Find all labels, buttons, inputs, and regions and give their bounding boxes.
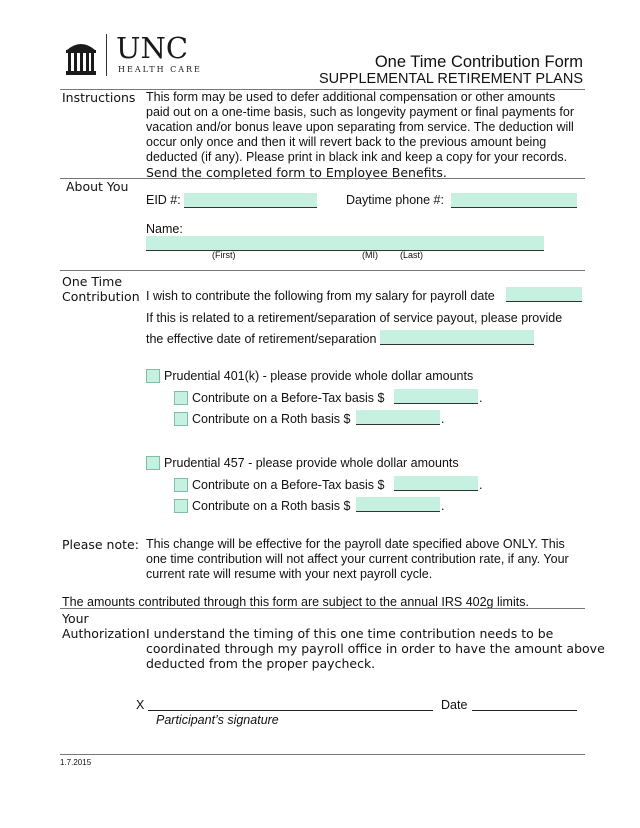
date-label: Date	[441, 698, 468, 712]
authorization-label-1: Your	[62, 611, 89, 626]
plan-401k-before-tax-checkbox[interactable]	[174, 391, 188, 405]
instructions-line: This form may be used to defer additional compensation or other amounts	[146, 90, 556, 104]
instructions-line: paid out on a one-time basis, such as longevity payment or final payments for	[146, 105, 575, 119]
old-well-icon	[64, 38, 98, 76]
plan-457-before-tax-amount[interactable]	[394, 476, 478, 491]
form-subtitle: SUPPLEMENTAL RETIREMENT PLANS	[318, 71, 583, 87]
separation-date-field[interactable]	[380, 330, 534, 345]
form-title: One Time Contribution Form	[374, 53, 583, 71]
note-text	[146, 537, 586, 582]
plan-401k-before-tax-label: Contribute on a Before-Tax basis $	[192, 391, 385, 405]
signature-x: X	[136, 698, 145, 712]
logo-health-care: HEALTH CARE	[118, 65, 202, 74]
plan-457-before-tax-label: Contribute on a Before-Tax basis $	[192, 478, 385, 492]
signature-caption: Participant’s signature	[156, 713, 279, 727]
divider	[60, 608, 585, 609]
plan-401k-before-tax-amount[interactable]	[394, 389, 478, 404]
authorization-label-2: Authorization	[62, 626, 146, 641]
authorization-line: deducted from the proper paycheck.	[146, 656, 376, 671]
period: .	[479, 478, 483, 492]
plan-401k-roth-amount[interactable]	[356, 410, 440, 425]
name-label: Name:	[146, 222, 183, 236]
payroll-date-field[interactable]	[506, 287, 582, 302]
period: .	[441, 499, 445, 513]
phone-label: Daytime phone #:	[346, 193, 444, 207]
version-date: 1.7.2015	[60, 758, 92, 767]
note-line: one time contribution will not affect your current contribution rate, if any. Your	[146, 552, 569, 566]
divider	[60, 178, 585, 179]
divider	[60, 754, 585, 755]
name-mi-caption: (MI)	[362, 250, 378, 260]
about-label: About You	[66, 179, 129, 194]
eid-label: EID #:	[146, 193, 181, 207]
phone-field[interactable]	[451, 193, 577, 208]
signature-field[interactable]	[148, 710, 433, 711]
authorization-text	[146, 626, 605, 671]
signature-date-field[interactable]	[472, 710, 577, 711]
plan-457-roth-checkbox[interactable]	[174, 499, 188, 513]
name-first-caption: (First)	[212, 250, 236, 260]
plan-401k-label: Prudential 401(k) - please provide whole dollar amounts	[164, 369, 474, 383]
related-text-1: If this is related to a retirement/separation of service payout, please provide	[146, 311, 563, 325]
plan-457-roth-amount[interactable]	[356, 497, 440, 512]
divider	[60, 270, 585, 271]
note-label: Please note:	[62, 537, 139, 552]
limits-text: The amounts contributed through this form are subject to the annual IRS 402g limits.	[62, 595, 529, 609]
note-line: This change will be effective for the payroll date specified above ONLY. This	[146, 537, 565, 551]
logo-unc: UNC	[116, 31, 189, 65]
logo-divider	[106, 34, 107, 76]
instructions-line: deducted (if any). Please print in black ink and keep a copy for your records.	[146, 150, 568, 164]
period: .	[479, 391, 483, 405]
instructions-label: Instructions	[62, 90, 136, 105]
contribution-label-2: Contribution	[62, 289, 140, 304]
note-line: current rate will resume with your next payroll cycle.	[146, 567, 433, 581]
name-last-caption: (Last)	[400, 250, 424, 260]
plan-457-label: Prudential 457 - please provide whole dollar amounts	[164, 456, 459, 470]
related-text-2: the effective date of retirement/separation	[146, 332, 377, 346]
plan-401k-checkbox[interactable]	[146, 369, 160, 383]
period: .	[441, 412, 445, 426]
plan-401k-roth-checkbox[interactable]	[174, 412, 188, 426]
authorization-line: I understand the timing of this one time contribution needs to be	[146, 626, 554, 641]
plan-457-checkbox[interactable]	[146, 456, 160, 470]
eid-field[interactable]	[184, 193, 317, 208]
instructions-line: Send the completed form to Employee Benefits.	[146, 165, 447, 180]
instructions-line: occur only once and then it will revert back to the previous amount being	[146, 135, 547, 149]
payroll-text: I wish to contribute the following from my salary for payroll date	[146, 289, 495, 303]
plan-457-before-tax-checkbox[interactable]	[174, 478, 188, 492]
contribution-label-1: One Time	[62, 274, 123, 289]
authorization-line: coordinated through my payroll office in order to have the amount above	[146, 641, 605, 656]
instructions-line: vacation and/or bonus leave upon separating from service. The deduction will	[146, 120, 574, 134]
name-field[interactable]	[146, 236, 544, 251]
plan-457-roth-label: Contribute on a Roth basis $	[192, 499, 351, 513]
plan-401k-roth-label: Contribute on a Roth basis $	[192, 412, 351, 426]
instructions-text	[146, 90, 586, 180]
